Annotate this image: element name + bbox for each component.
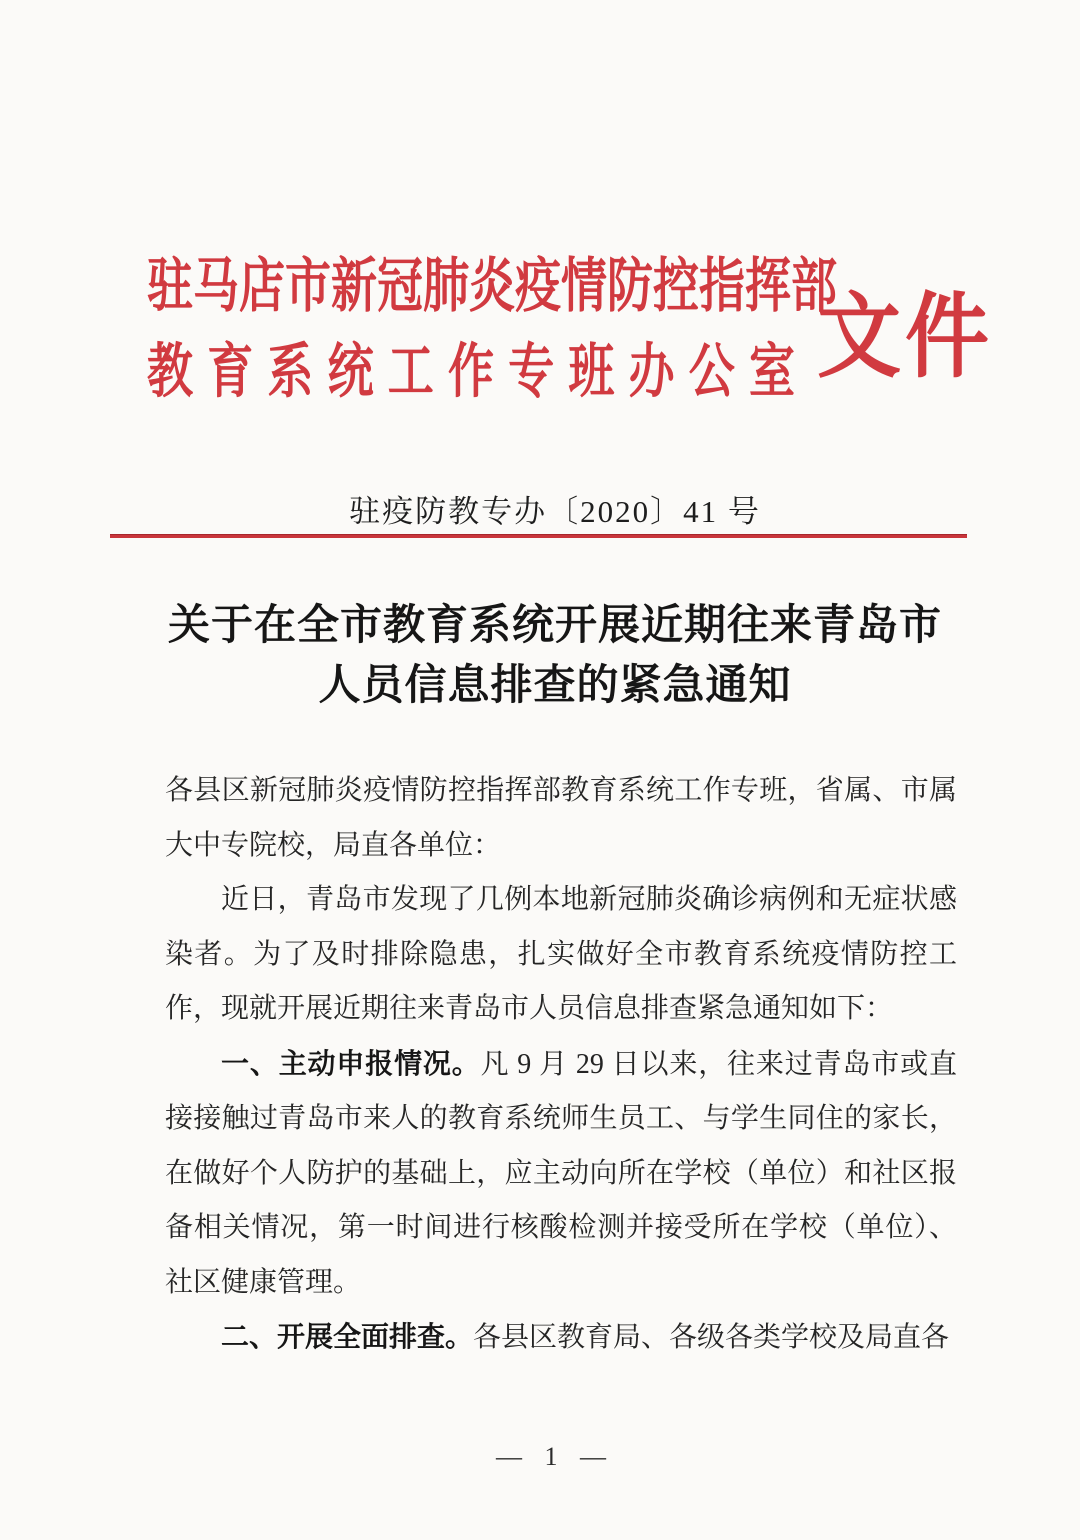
- page-number: — 1 —: [496, 1442, 614, 1471]
- document-title-line2: 人员信息排查的紧急通知: [318, 663, 792, 709]
- document-number: 驻疫防教专办〔2020〕41 号: [349, 494, 761, 529]
- paragraph-item-2-text: 各县区教育局、各级各类学校及局直各: [473, 1322, 950, 1353]
- issuing-org-name: [147, 243, 837, 415]
- paragraph-item-2: [165, 1310, 957, 1366]
- paragraph-intro-text: 近日，青岛市发现了几例本地新冠肺炎确诊病例和无症状感染者。为了及时排除隐患，扎实做好全市教育系统疫情防控工作，现就开展近期往来青岛市人员信息排查紧急通知如下：: [165, 884, 957, 1024]
- paragraph-item-2-heading: 二、开展全面排查。: [221, 1321, 474, 1352]
- file-label: 文件: [817, 286, 994, 389]
- letterhead: [147, 253, 994, 405]
- paragraph-intro: [165, 873, 957, 1037]
- document-title: [85, 596, 1025, 716]
- salutation: 各县区新冠肺炎疫情防控指挥部教育系统工作专班，省属、市属大中专院校，局直各单位：: [165, 775, 957, 861]
- paragraph-item-1-heading: 一、主动申报情况。: [221, 1047, 481, 1079]
- red-separator-rule: [110, 534, 967, 538]
- paragraph-item-1-text: 凡 9 月 29 日以来，往来过青岛市或直接接触过青岛市来人的教育系统师生员工、与学生同住的家长，在做好个人防护的基础上，应主动向所在学校（单位）和社区报备相关情况，第一时间进行核酸检测并接受所在学校（单位）、社区健康管理。: [165, 1048, 957, 1298]
- document-title-line1: 关于在全市教育系统开展近期往来青岛市: [167, 603, 942, 649]
- paragraph-item-1: [165, 1037, 957, 1311]
- org-name-line1: 驻马店市新冠肺炎疫情防控指挥部: [147, 253, 837, 319]
- org-name-line2: 教育系统工作专班办公室: [147, 339, 795, 405]
- document-body: [165, 764, 957, 1366]
